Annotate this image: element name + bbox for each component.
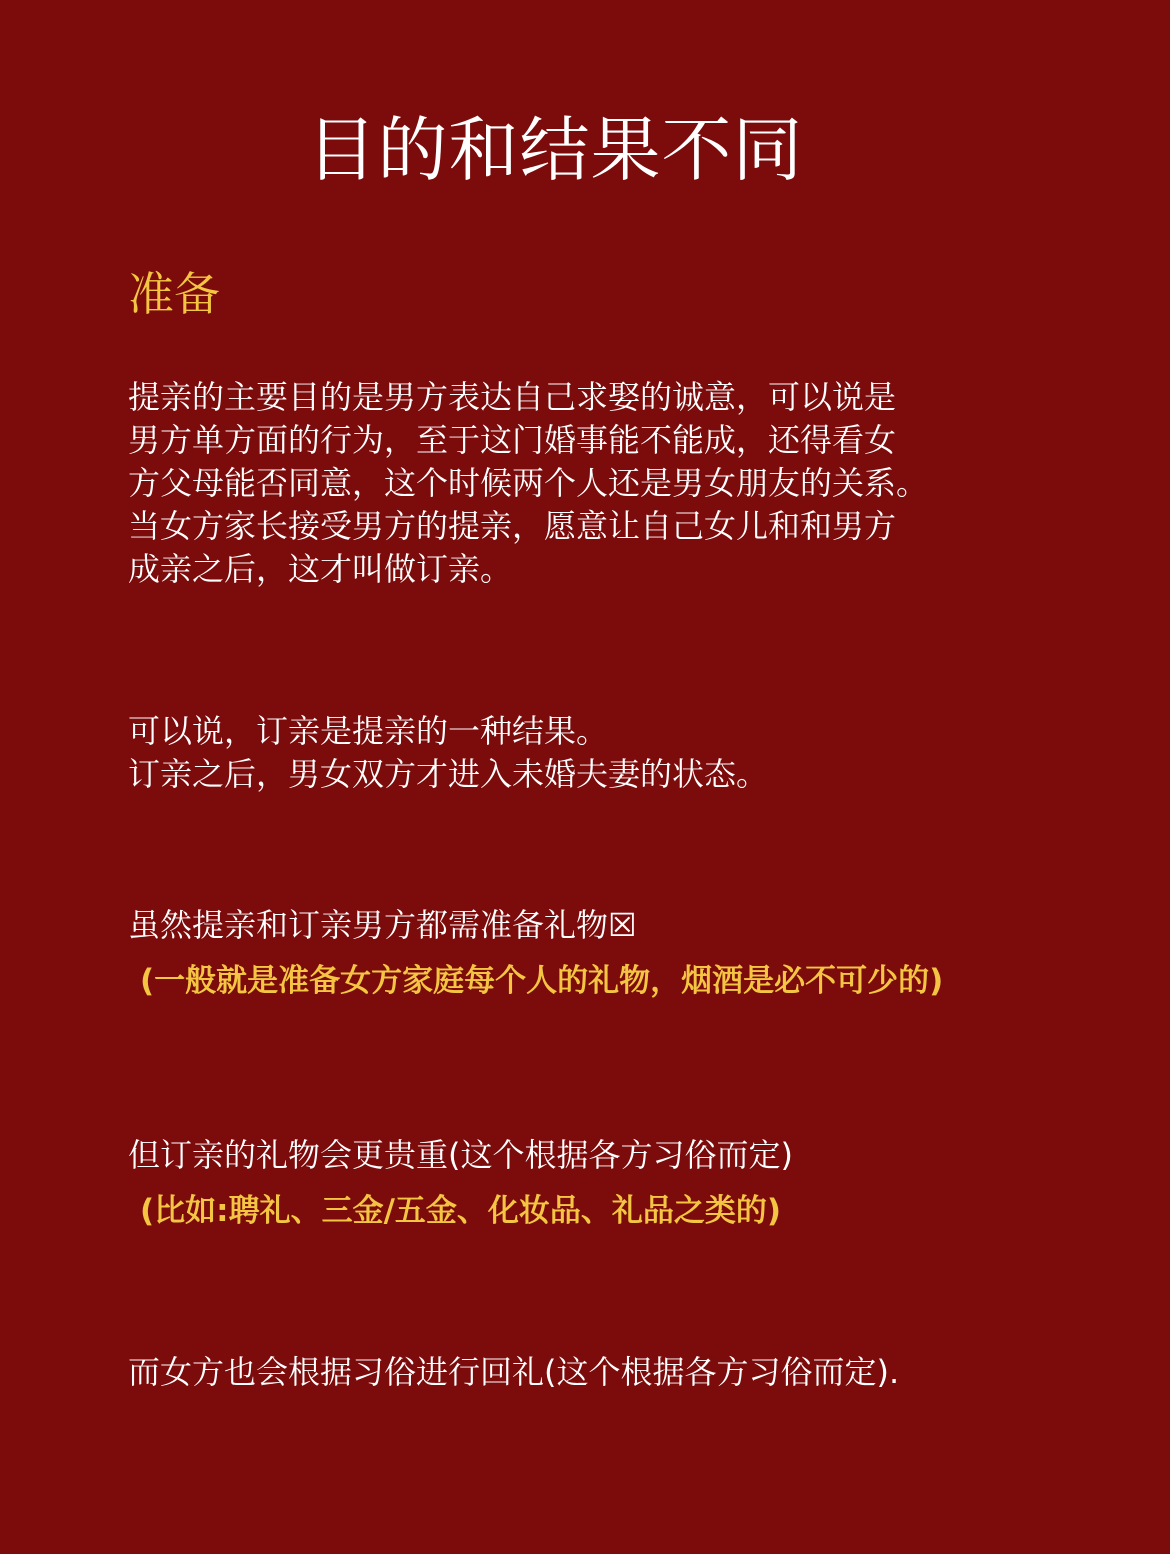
paragraph-line: 虽然提亲和订亲男方都需准备礼物☒ bbox=[128, 906, 637, 944]
paragraph-line: 订亲之后，男女双方才进入未婚夫妻的状态。 bbox=[128, 755, 769, 793]
page-title: 目的和结果不同 bbox=[306, 109, 804, 191]
paragraph-line: 男方单方面的行为，至于这门婚事能不能成，还得看女 bbox=[128, 421, 897, 459]
paragraph-line: 可以说，订亲是提亲的一种结果。 bbox=[128, 712, 609, 750]
paragraph-engagement-result bbox=[128, 710, 768, 796]
paragraph-line: 成亲之后，这才叫做订亲。 bbox=[128, 550, 513, 588]
paragraph-line: 方父母能否同意，这个时候两个人还是男女朋友的关系。 bbox=[128, 464, 929, 502]
paragraph-gifts bbox=[128, 904, 943, 1005]
section-heading: 准备 bbox=[128, 267, 220, 321]
paragraph-line: 但订亲的礼物会更贵重(这个根据各方习俗而定) bbox=[128, 1136, 793, 1174]
gift-examples-note: (比如:聘礼、三金/五金、化妆品、礼品之类的) bbox=[140, 1193, 782, 1229]
gift-note: (一般就是准备女方家庭每个人的礼物，烟酒是必不可少的) bbox=[140, 963, 944, 999]
paragraph-proposal-purpose bbox=[128, 376, 928, 591]
paragraph-engagement-gifts bbox=[128, 1134, 793, 1235]
paragraph-line: 提亲的主要目的是男方表达自己求娶的诚意，可以说是 bbox=[128, 378, 897, 416]
paragraph-line: 当女方家长接受男方的提亲，愿意让自己女儿和和男方 bbox=[128, 507, 897, 545]
paragraph-return-gift bbox=[128, 1351, 899, 1394]
paragraph-line: 而女方也会根据习俗进行回礼(这个根据各方习俗而定). bbox=[128, 1353, 900, 1391]
